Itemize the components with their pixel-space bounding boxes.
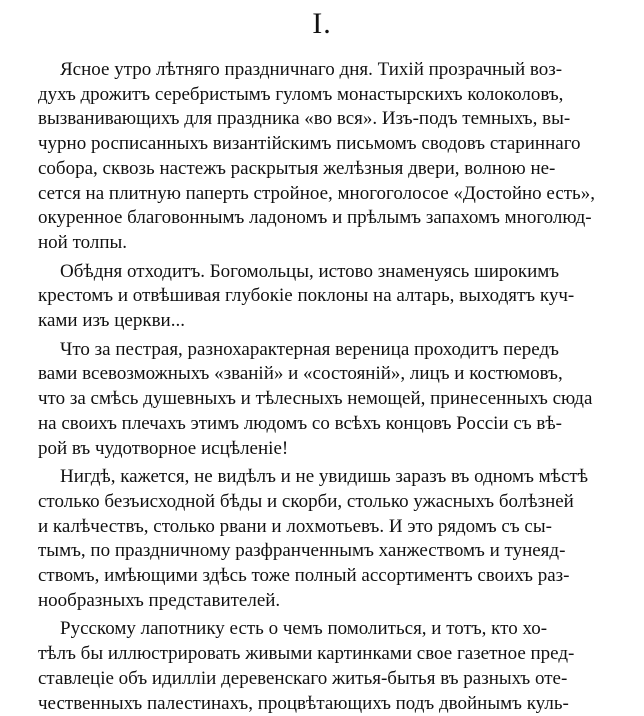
- paragraph-4-line-2: столько безъисходной бѣды и скорби, столько ужасныхъ болѣзней: [38, 490, 574, 512]
- paragraph-1-line-4: чурно росписанныхъ византійскимъ письмомъ сводовъ стариннаго: [38, 133, 581, 155]
- paragraph-1-line-3: вызванивающихъ для праздника «во вся». Изъ-подъ темныхъ, вы-: [38, 108, 571, 130]
- paragraph-4-line-5: ствомъ, имѣющими здѣсь тоже полный ассортиментъ своихъ раз-: [38, 565, 570, 586]
- paragraph-3-line-5: рой въ чудотворное исцѣленіе!: [38, 437, 289, 459]
- paragraph-3-line-2: вами всевозможныхъ «званій» и «состояній», лицъ и костюмовъ,: [38, 363, 563, 385]
- paragraph-1-line-2: духъ дрожитъ серебристымъ гуломъ монастырскихъ колоколовъ,: [38, 83, 564, 105]
- paragraph-3-line-4: на своихъ плечахъ этимъ людомъ со всѣхъ концовъ Россіи съ вѣ-: [38, 412, 563, 434]
- paragraph-4-line-1: Нигдѣ, кажется, не видѣлъ и не увидишь заразъ въ одномъ мѣстѣ: [60, 466, 589, 488]
- paragraph-1-line-6: сется на плитную паперть стройное, многоголосое «Достойно есть»,: [38, 182, 595, 204]
- paragraph-2-line-1: Обѣдня отходитъ. Богомольцы, истово знаменуясь широкимъ: [60, 260, 560, 282]
- paragraph-5-line-4: чественныхъ палестинахъ, процвѣтающихъ подъ двойнымъ куль-: [38, 692, 569, 714]
- paragraph-5-line-2: тѣлъ бы иллюстрировать живыми картинками свое газетное пред-: [38, 643, 575, 665]
- paragraph-4-line-3: и калѣчествъ, столько рвани и лохмотьевъ. И это рядомъ съ сы-: [38, 515, 552, 537]
- paragraph-1-line-7: окуренное благовоннымъ ладономъ и прѣлымъ запахомъ многолюд-: [38, 207, 592, 229]
- paragraph-4-line-6: нообразныхъ представителей.: [38, 589, 281, 611]
- paragraph-1-line-5: собора, сквозь настежъ раскрытыя желѣзныя двери, волною не-: [38, 157, 556, 179]
- paragraph-2-line-2: крестомъ и отвѣшивая глубокіе поклоны на алтарь, выходятъ куч-: [38, 285, 575, 307]
- paragraph-1-line-1: Ясное утро лѣтняго праздничнаго дня. Тихій прозрачный воз-: [60, 59, 563, 80]
- paragraph-2-line-3: ками изъ церкви...: [38, 310, 185, 331]
- paragraph-3-line-3: что за смѣсь душевныхъ и тѣлесныхъ немощей, принесенныхъ сюда: [38, 388, 593, 410]
- paragraph-5-line-1: Русскому лапотнику есть о чемъ помолиться, и тотъ, кто хо-: [60, 618, 548, 640]
- paragraph-1-line-8: ной толпы.: [38, 231, 128, 253]
- paragraph-3-line-1: Что за пестрая, разнохарактерная вереница проходитъ передъ: [60, 338, 559, 360]
- chapter-number: I.: [312, 7, 332, 40]
- paragraph-4-line-4: тымъ, по праздничному разфранченнымъ ханжествомъ и тунеяд-: [38, 540, 566, 562]
- paragraph-5-line-3: ставлеціе объ идилліи деревенскаго житья-бытья въ разныхъ оте-: [38, 667, 568, 689]
